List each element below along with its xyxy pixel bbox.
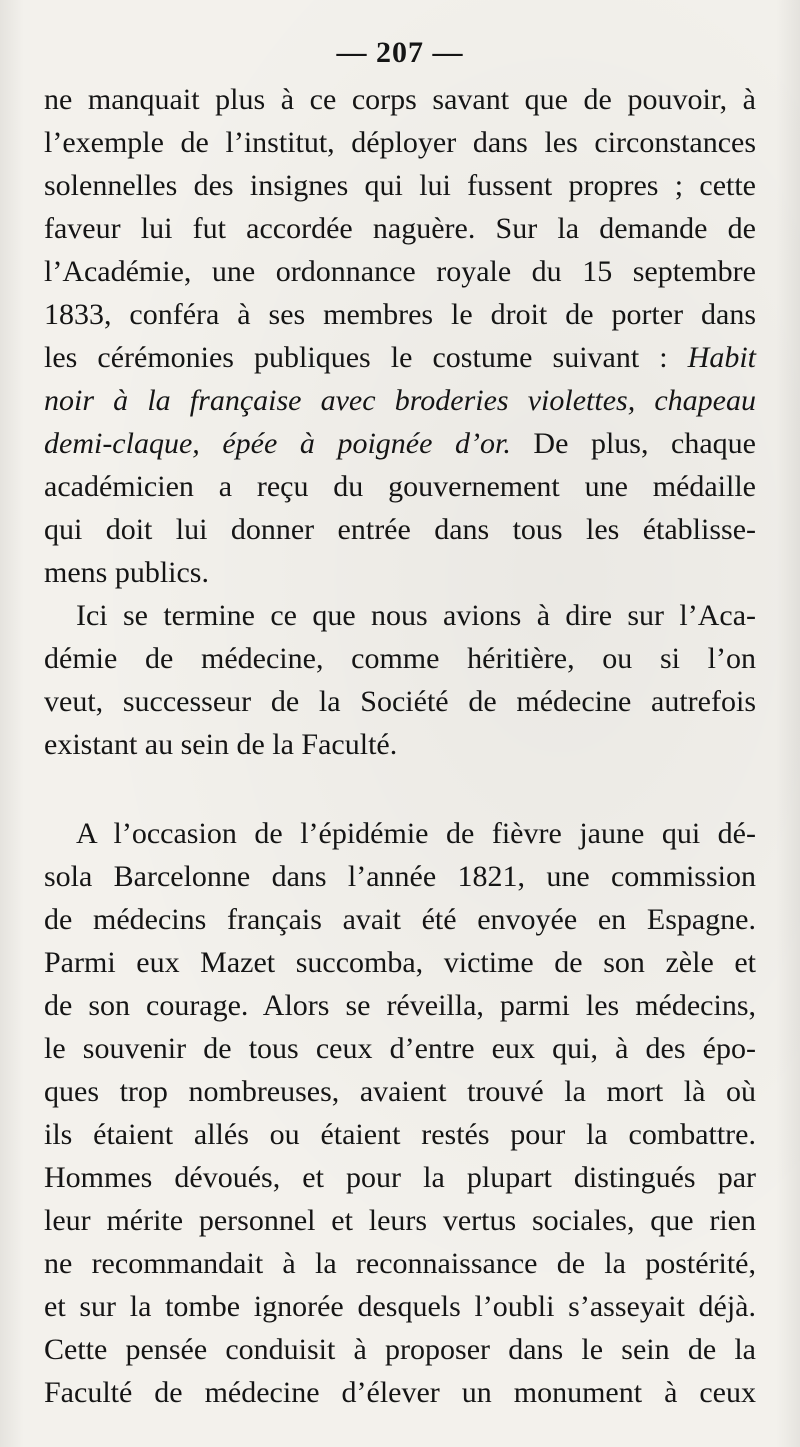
text-line: 1833, conféra à ses membres le droit de porter dans [44,298,756,331]
page-number: — 207 — [336,36,464,69]
text-line: faveur lui fut accordée naguère. Sur la demande de [44,212,756,245]
text-line: leur mérite personnel et leurs vertus sociales, que rien [44,1204,756,1237]
text-line-plain: les cérémonies publiques le costume suivant : [44,341,688,374]
text-line: démie de médecine, comme héritière, ou si l’on [44,642,756,675]
text-line: qui doit lui donner entrée dans tous les établisse- [44,513,756,546]
text-line: Faculté de médecine d’élever un monument à ceux [44,1376,756,1409]
text-line-plain: De plus, chaque [510,427,756,460]
text-line: l’Académie, une ordonnance royale du 15 septembre [44,255,756,288]
text-line: ne manquait plus à ce corps savant que de pouvoir, à [44,83,756,116]
text-line: veut, successeur de la Société de médecine autrefois [44,685,756,718]
text-line: le souvenir de tous ceux d’entre eux qui, à des épo- [44,1032,756,1065]
text-line: existant au sein de la Faculté. [44,728,398,761]
text-line: mens publics. [44,556,209,589]
text-line-italic: demi-claque, épée à poignée d’or. [44,427,511,460]
paragraph-continued [44,78,756,594]
text-line: Parmi eux Mazet succomba, victime de son zèle et [44,946,756,979]
text-line: ques trop nombreuses, avaient trouvé la mort là où [44,1075,756,1108]
text-line [44,379,756,422]
text-line: Ici se termine ce que nous avions à dire sur l’Aca- [76,599,756,632]
text-line: de son courage. Alors se réveilla, parmi les médecins, [44,989,756,1022]
text-line: l’exemple de l’institut, déployer dans les circonstances [44,126,756,159]
text-line [44,422,756,465]
text-line-italic: noir à la française avec broderies violettes, chapeau [44,384,756,417]
text-line [44,336,756,379]
paragraph [44,594,756,766]
text-line: solennelles des insignes qui lui fussent propres ; cette [44,169,756,202]
text-line: sola Barcelonne dans l’année 1821, une commission [44,860,756,893]
text-line: de médecins français avait été envoyée en Espagne. [44,903,756,936]
text-line: et sur la tombe ignorée desquels l’oubli s’asseyait déjà. [44,1290,756,1323]
text-line-italic: Habit [687,341,756,374]
text-line: ils étaient allés ou étaient restés pour la combattre. [44,1118,756,1151]
text-line: A l’occasion de l’épidémie de fièvre jaune qui dé- [76,817,756,850]
text-line: académicien a reçu du gouvernement une médaille [44,470,756,503]
paragraph [44,812,756,1414]
text-line: Cette pensée conduisit à proposer dans le sein de la [44,1333,756,1366]
text-line: Hommes dévoués, et pour la plupart distingués par [44,1161,756,1194]
text-line: ne recommandait à la reconnaissance de la postérité, [44,1247,756,1280]
